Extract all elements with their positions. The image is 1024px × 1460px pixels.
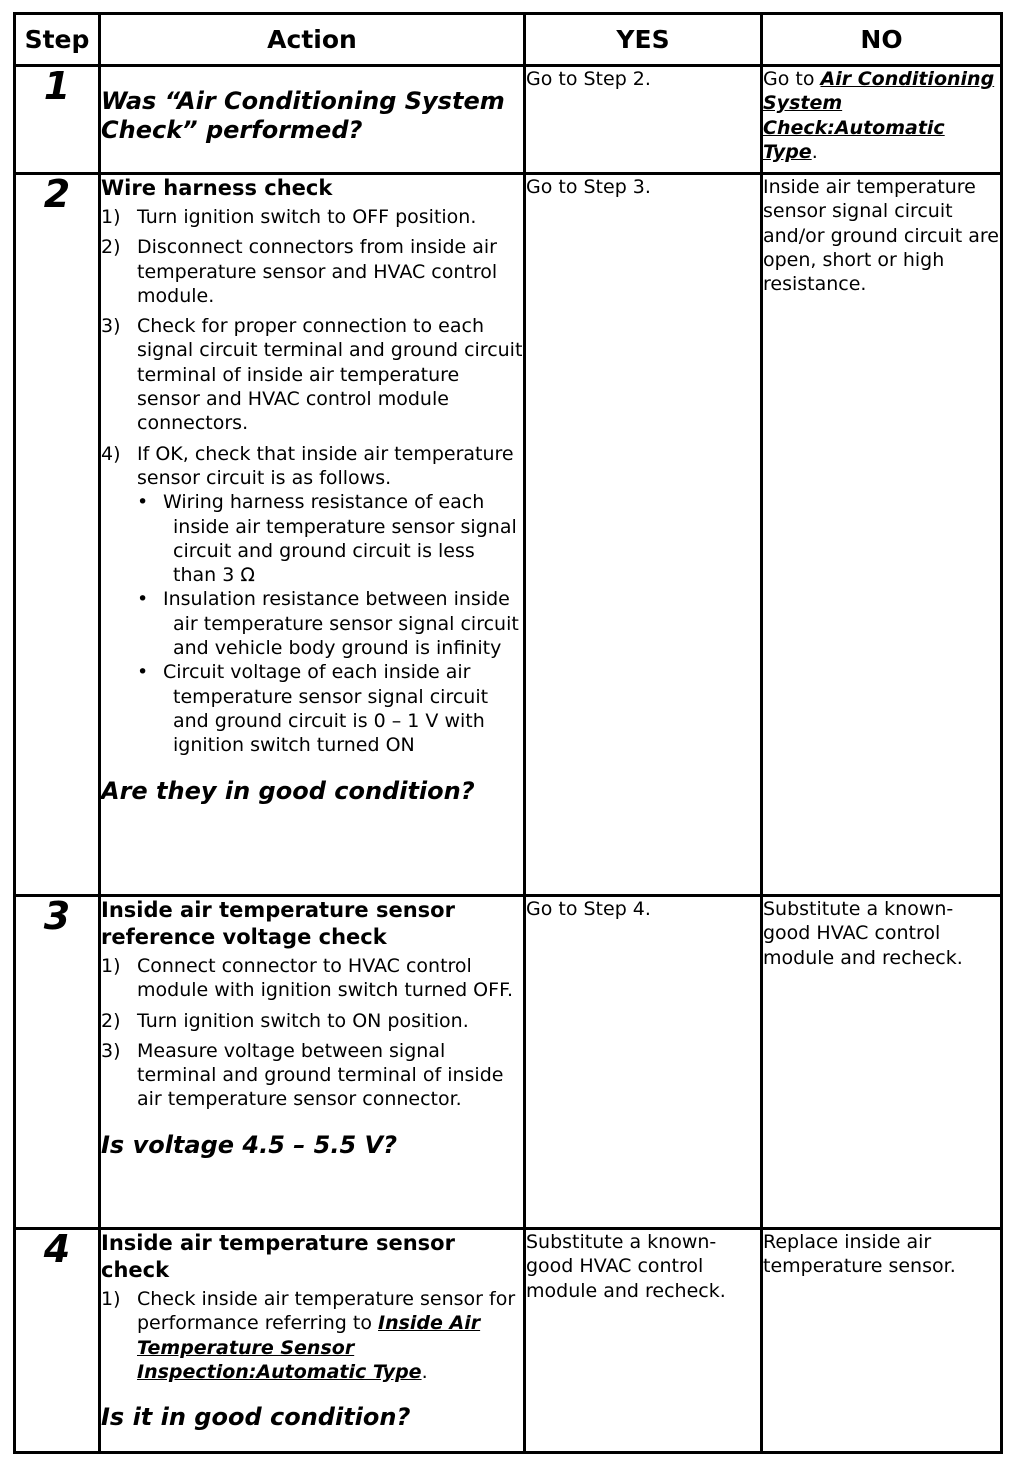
step-list xyxy=(101,205,523,758)
item-text: Disconnect connectors from inside air temperature sensor and HVAC control module. xyxy=(137,236,498,307)
item-number: 3) xyxy=(101,315,121,338)
header-step: Step xyxy=(15,14,100,66)
step-question: Are they in good condition? xyxy=(101,776,475,805)
header-action: Action xyxy=(100,14,525,66)
table-row xyxy=(15,896,1002,1229)
no-cell: Inside air temperature sensor signal circuit and/or ground circuit are open, short or high resistance. xyxy=(762,174,1002,896)
header-no: NO xyxy=(762,14,1002,66)
action-cell xyxy=(100,66,525,174)
step-title: Inside air temperature sensor check xyxy=(101,1231,455,1282)
bullet-text: Insulation resistance between inside air temperature sensor signal circuit and vehicle body ground is infinity xyxy=(163,588,519,660)
step-title: Inside air temperature sensor reference voltage check xyxy=(101,898,455,949)
no-suffix: . xyxy=(811,140,818,163)
yes-cell: Substitute a known-good HVAC control module and recheck. xyxy=(525,1229,762,1453)
list-item xyxy=(101,1287,523,1384)
step-list xyxy=(101,954,523,1112)
step-number: 3 xyxy=(15,896,100,1229)
list-item xyxy=(101,205,523,229)
action-cell xyxy=(100,1229,525,1453)
item-number: 3) xyxy=(101,1039,121,1062)
bullet-text: Circuit voltage of each inside air temperature sensor signal circuit and ground circuit is 0 – 1 V with ignition switch turned ON xyxy=(163,661,489,757)
list-item xyxy=(101,954,523,1003)
item-text: If OK, check that inside air temperature sensor circuit is as follows. xyxy=(137,442,514,489)
yes-cell: Go to Step 4. xyxy=(525,896,762,1229)
no-cell: Replace inside air temperature sensor. xyxy=(762,1229,1002,1453)
action-cell xyxy=(100,896,525,1229)
no-text: Go to xyxy=(763,68,821,90)
step-question: Is it in good condition? xyxy=(101,1403,411,1432)
item-number: 2) xyxy=(101,236,121,259)
action-cell xyxy=(100,174,525,896)
item-number: 1) xyxy=(101,1288,121,1310)
step-number: 4 xyxy=(15,1229,100,1453)
list-item xyxy=(101,235,523,308)
bullet-icon: • xyxy=(137,661,149,684)
table-row xyxy=(15,1229,1002,1453)
list-item xyxy=(101,1009,523,1033)
item-text: Check inside air temperature sensor for performance referring to xyxy=(137,1288,516,1335)
list-item xyxy=(101,1039,523,1112)
item-text: Measure voltage between signal terminal and ground terminal of inside air temperature sensor connector. xyxy=(137,1039,504,1111)
item-number: 1) xyxy=(101,955,121,977)
step-question: Was “Air Conditioning System Check” performed? xyxy=(101,87,505,144)
item-text: Turn ignition switch to OFF position. xyxy=(137,206,477,228)
link-sensor-inspection[interactable]: Inside Air Temperature Sensor Inspection:Automatic Type xyxy=(137,1312,481,1383)
bullet-item xyxy=(137,490,523,587)
item-number: 1) xyxy=(101,206,121,228)
yes-cell: Go to Step 3. xyxy=(525,174,762,896)
table-row xyxy=(15,66,1002,174)
list-item xyxy=(101,314,523,435)
item-text: Connect connector to HVAC control module with ignition switch turned OFF. xyxy=(137,955,513,1002)
item-number: 2) xyxy=(101,1009,121,1032)
step-number: 1 xyxy=(15,66,100,174)
table-row xyxy=(15,174,1002,896)
header-row xyxy=(15,14,1002,66)
step-list xyxy=(101,1287,523,1384)
item-number: 4) xyxy=(101,442,121,465)
step-title: Wire harness check xyxy=(101,176,333,200)
item-suffix: . xyxy=(421,1360,428,1383)
bullet-item xyxy=(137,587,523,660)
bullet-text: Wiring harness resistance of each inside air temperature sensor signal circuit and ground circuit is less than 3 Ω xyxy=(163,491,517,587)
bullet-list xyxy=(137,490,523,757)
list-item xyxy=(101,442,523,758)
no-cell: Substitute a known-good HVAC control module and recheck. xyxy=(762,896,1002,1229)
diagnostic-table xyxy=(13,12,1003,1454)
bullet-item xyxy=(137,660,523,757)
step-question: Is voltage 4.5 – 5.5 V? xyxy=(101,1130,398,1159)
header-yes: YES xyxy=(525,14,762,66)
item-text: Turn ignition switch to ON position. xyxy=(137,1009,469,1032)
bullet-icon: • xyxy=(137,491,149,514)
step-number: 2 xyxy=(15,174,100,896)
item-text: Check for proper connection to each signal circuit terminal and ground circuit terminal of inside air temperature sensor and HVAC control module connectors. xyxy=(137,315,523,435)
link-ac-system-check[interactable]: Air Conditioning System Check:Automatic Type xyxy=(763,68,995,163)
yes-cell: Go to Step 2. xyxy=(525,66,762,174)
no-cell xyxy=(762,66,1002,174)
bullet-icon: • xyxy=(137,588,149,611)
